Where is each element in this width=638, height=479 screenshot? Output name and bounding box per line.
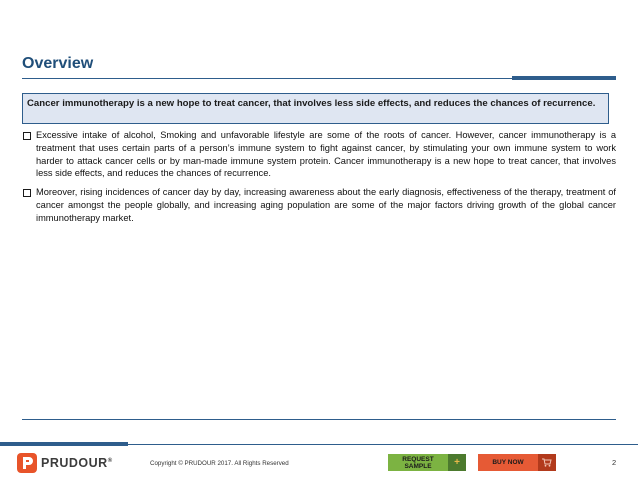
- brand-name: PRUDOUR®: [41, 456, 113, 470]
- brand-logo[interactable]: [16, 452, 126, 474]
- bullet-text: Moreover, rising incidences of cancer day by day, increasing awareness about the early diagnosis, effectiveness of the therapy, treatment of cancer amongst the people globally, and increasing aging population are some of the major factors driving growth of the global cancer immunotherapy market.: [36, 187, 616, 223]
- title-divider-accent: [512, 76, 616, 80]
- request-sample-label: REQUEST SAMPLE: [402, 455, 434, 470]
- slide-title: Overview: [22, 55, 94, 72]
- bullet-item: [22, 186, 616, 224]
- cart-icon: [538, 454, 556, 471]
- bullet-text: Excessive intake of alcohol, Smoking and unfavorable lifestyle are some of the roots of cancer. However, cancer immunotherapy is a treatment that uses certain parts of a person’s immune system to fight against cancer, by stimulating your own immune system to work harder to attack cancer cells or by man-made immune system protein. Cancer immunotherapy is a new hope to treat cancer, that involves less side effects, and reduces the chances of recurrence.: [36, 130, 616, 179]
- plus-icon: +: [448, 454, 466, 471]
- bullet-list: [22, 129, 616, 231]
- footer-divider-accent: [0, 442, 128, 446]
- checkbox-bullet-icon: [23, 189, 31, 197]
- prudour-logo-icon: [16, 452, 38, 474]
- buy-now-button[interactable]: [478, 454, 556, 471]
- checkbox-bullet-icon: [23, 132, 31, 140]
- summary-box: [22, 93, 609, 124]
- content-bottom-divider: [22, 419, 616, 420]
- buy-now-label: BUY NOW: [492, 459, 524, 466]
- request-sample-button[interactable]: [388, 454, 466, 471]
- summary-text: Cancer immunotherapy is a new hope to treat cancer, that involves less side effects, and reduces the chances of recurrence.: [27, 98, 596, 109]
- bullet-item: [22, 129, 616, 180]
- page-number: 2: [612, 458, 617, 467]
- copyright-text: Copyright © PRUDOUR 2017. All Rights Reserved: [150, 460, 289, 467]
